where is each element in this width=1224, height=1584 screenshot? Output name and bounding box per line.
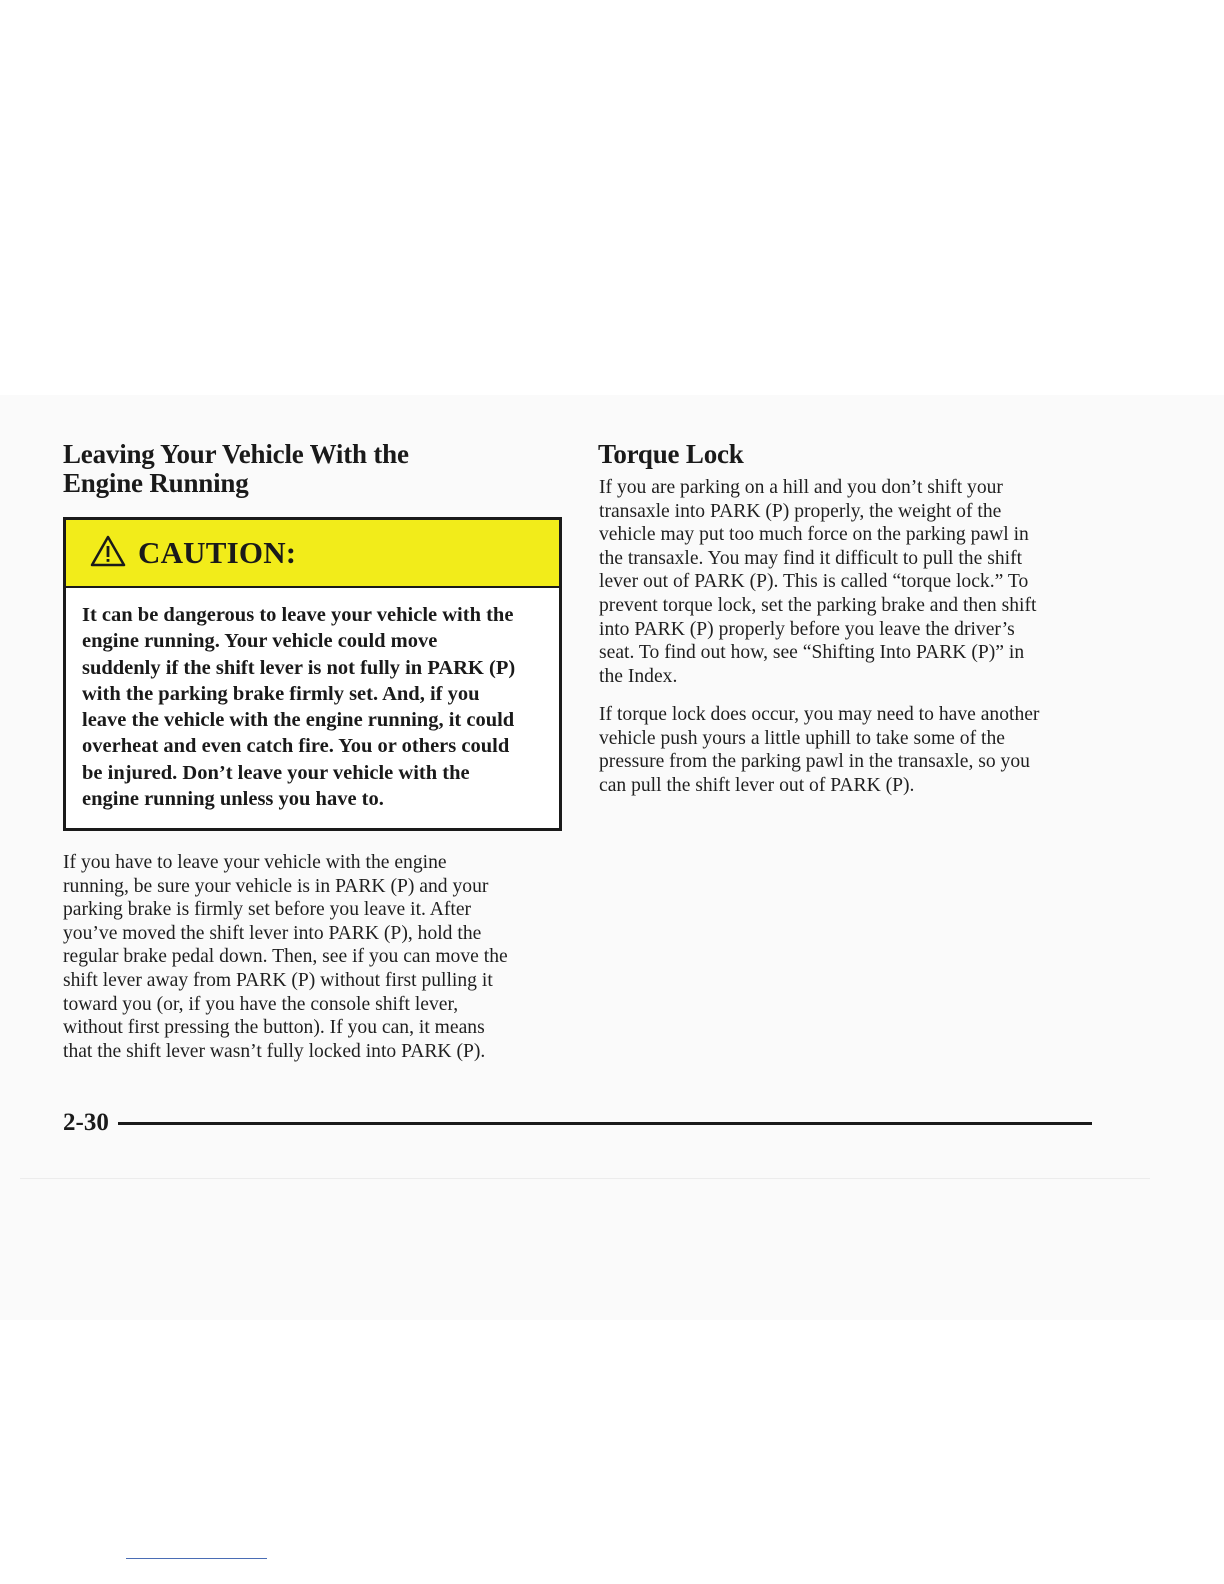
footer-rule <box>118 1122 1092 1125</box>
text-line: If you have to leave your vehicle with the engine <box>63 852 447 873</box>
text-line: into PARK (P) properly before you leave the driver’s <box>599 618 1015 640</box>
caution-text-line: with the parking brake firmly set. And, if you <box>82 682 480 705</box>
page-number: 2-30 <box>63 1109 109 1136</box>
text-line: running, be sure your vehicle is in PARK (P) and your <box>63 875 489 897</box>
caution-header <box>66 520 559 588</box>
warning-triangle-icon <box>90 535 126 567</box>
section-heading-leaving-vehicle <box>63 440 543 498</box>
text-line: that the shift lever wasn’t fully locked into PARK (P). <box>63 1040 486 1062</box>
text-line: the Index. <box>599 665 678 687</box>
torque-lock-occur-paragraph <box>599 703 1094 797</box>
text-line: vehicle push yours a little uphill to take some of the <box>599 727 1005 749</box>
left-body-paragraph <box>63 851 568 1063</box>
caution-text-line: engine running. Your vehicle could move <box>82 630 438 653</box>
caution-text-line: It can be dangerous to leave your vehicle with the <box>82 604 514 626</box>
text-line: the transaxle. You may find it difficult to pull the shift <box>599 547 1023 569</box>
text-line: vehicle may put too much force on the parking pawl in <box>599 524 1029 546</box>
divider <box>20 1178 1150 1179</box>
text-line: transaxle into PARK (P) properly, the weight of the <box>599 500 1002 522</box>
text-line: toward you (or, if you have the console shift lever, <box>63 993 459 1015</box>
text-line: parking brake is firmly set before you leave it. After <box>63 899 472 921</box>
text-line: If torque lock does occur, you may need to have another <box>599 704 1040 725</box>
heading-line: Engine Running <box>63 468 249 498</box>
caution-text-line: overheat and even catch fire. You or others could <box>82 735 510 758</box>
heading-line: Leaving Your Vehicle With the <box>63 439 409 469</box>
text-line: shift lever away from PARK (P) without first pulling it <box>63 969 493 991</box>
text-line: lever out of PARK (P). This is called “torque lock.” To <box>599 571 1029 593</box>
text-line: prevent torque lock, set the parking brake and then shift <box>599 594 1037 616</box>
caution-text-line: engine running unless you have to. <box>82 788 384 811</box>
text-line: pressure from the parking pawl in the transaxle, so you <box>599 751 1030 773</box>
text-line: seat. To find out how, see “Shifting Into PARK (P)” in <box>599 642 1025 664</box>
section-heading-torque-lock: Torque Lock <box>598 439 744 469</box>
divider <box>126 1558 267 1559</box>
text-line: If you are parking on a hill and you don’t shift your <box>599 477 1003 498</box>
text-line: regular brake pedal down. Then, see if you can move the <box>63 946 508 968</box>
text-line: can pull the shift lever out of PARK (P). <box>599 774 915 796</box>
caution-text-line: be injured. Don’t leave your vehicle with the <box>82 761 470 784</box>
text-line: you’ve moved the shift lever into PARK (P), hold the <box>63 922 482 944</box>
caution-text-line: leave the vehicle with the engine running, it could <box>82 709 515 732</box>
caution-text-line: suddenly if the shift lever is not fully in PARK (P) <box>82 656 516 679</box>
caution-text <box>66 588 559 812</box>
caution-title: CAUTION: <box>138 535 297 570</box>
torque-lock-paragraph <box>599 476 1094 688</box>
caution-box <box>63 517 562 831</box>
text-line: without first pressing the button). If you can, it means <box>63 1017 485 1039</box>
